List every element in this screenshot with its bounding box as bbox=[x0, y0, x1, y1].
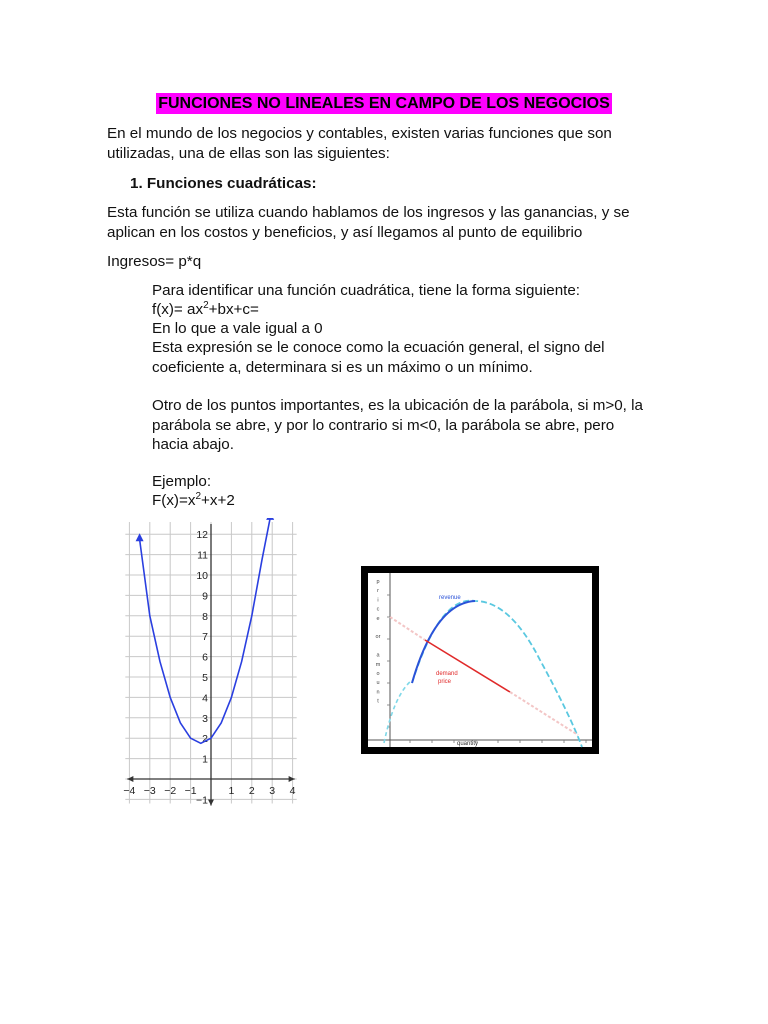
y-axis-arrow-down bbox=[208, 800, 214, 806]
y-tick-label: 9 bbox=[202, 590, 208, 603]
y-tick-label: 8 bbox=[202, 610, 208, 623]
demand-price-label-2: price bbox=[438, 679, 452, 685]
y-label-char: r bbox=[377, 588, 379, 595]
chart-panel bbox=[368, 573, 592, 747]
vertex-text: Otro de los puntos importantes, es la ubicación de la parábola, si m>0, la parábola se abre, y por lo contrario si m<0, la parábola se abre, pero hacia abajo. bbox=[152, 397, 643, 453]
y-tick-label: 2 bbox=[202, 733, 208, 746]
y-label-char: p bbox=[376, 579, 380, 585]
document-title: FUNCIONES NO LINEALES EN CAMPO DE LOS NEGOCIOS bbox=[158, 95, 610, 112]
y-tick-label: 7 bbox=[202, 631, 208, 644]
y-label-char: c bbox=[376, 606, 380, 613]
x-tick-label: 1 bbox=[228, 785, 235, 797]
formula-suffix: +bx+c= bbox=[208, 301, 259, 318]
ingresos-formula: Ingresos= p*q bbox=[107, 253, 202, 270]
x-tick-label: 4 bbox=[289, 785, 296, 797]
y-label-char: m bbox=[375, 661, 381, 668]
y-tick-label: 4 bbox=[202, 692, 208, 705]
y-label-char: n bbox=[376, 689, 380, 696]
usage-paragraph: Esta función se utiliza cuando hablamos de los ingresos y las ganancias, y se aplican en los costos y beneficios, y así llegamos al punto de equilibrio bbox=[107, 204, 630, 241]
general-equation-text: Esta expresión se le conoce como la ecuación general, el signo del coeficiente a, determinara si es un máximo o un mínimo. bbox=[152, 339, 605, 376]
y-label-char: e bbox=[376, 615, 380, 622]
formula-exponent: 2 bbox=[203, 299, 209, 311]
section-heading: 1. Funciones cuadráticas: bbox=[130, 175, 317, 192]
formula-prefix: f(x)= ax bbox=[152, 301, 204, 318]
y-tick-label: 6 bbox=[202, 651, 208, 664]
x-tick-label: 3 bbox=[269, 785, 276, 797]
y-tick-label: 11 bbox=[197, 549, 208, 562]
example-label: Ejemplo: bbox=[152, 473, 212, 490]
a-condition: En lo que a vale igual a 0 bbox=[152, 320, 323, 337]
demand-price-label-1: demand bbox=[436, 671, 458, 677]
y-label-char: u bbox=[376, 680, 380, 687]
y-label-char: t bbox=[377, 698, 379, 705]
y-tick-label: −1 bbox=[196, 794, 208, 807]
revenue-demand-chart bbox=[360, 565, 600, 755]
y-tick-label: 12 bbox=[196, 529, 208, 542]
y-label-char: o bbox=[376, 671, 380, 677]
y-label-char: a bbox=[376, 652, 380, 659]
x-tick-label: −1 bbox=[184, 785, 197, 797]
y-tick-label: 5 bbox=[202, 672, 208, 684]
example-suffix: +x+2 bbox=[201, 492, 235, 509]
revenue-label: revenue bbox=[439, 595, 461, 601]
example-exponent: 2 bbox=[195, 490, 202, 502]
y-tick-label: 1 bbox=[202, 753, 208, 766]
y-label-char: or bbox=[375, 634, 381, 641]
parabola-graph bbox=[118, 518, 308, 808]
x-axis-label: quantity bbox=[457, 741, 479, 747]
example-formula bbox=[152, 491, 652, 511]
y-label-char: i bbox=[377, 597, 379, 604]
x-tick-label: −3 bbox=[143, 785, 156, 797]
x-axis-arrow-left bbox=[127, 776, 133, 782]
form-intro: Para identificar una función cuadrática, tiene la forma siguiente: bbox=[152, 282, 581, 299]
x-tick-label: −2 bbox=[164, 785, 177, 797]
general-formula bbox=[152, 300, 652, 320]
y-tick-label: 10 bbox=[196, 570, 208, 582]
x-tick-label: 2 bbox=[248, 785, 255, 797]
x-tick-label: −4 bbox=[123, 785, 136, 797]
y-tick-label: 3 bbox=[202, 712, 208, 725]
curve-arrow-right bbox=[266, 518, 274, 520]
x-axis-arrow-right bbox=[289, 776, 295, 782]
example-prefix: F(x)=x bbox=[152, 492, 196, 509]
intro-paragraph: En el mundo de los negocios y contables, existen varias funciones que son utilizadas, una de ellas son las siguientes: bbox=[107, 125, 612, 162]
title-wrap bbox=[0, 93, 768, 114]
